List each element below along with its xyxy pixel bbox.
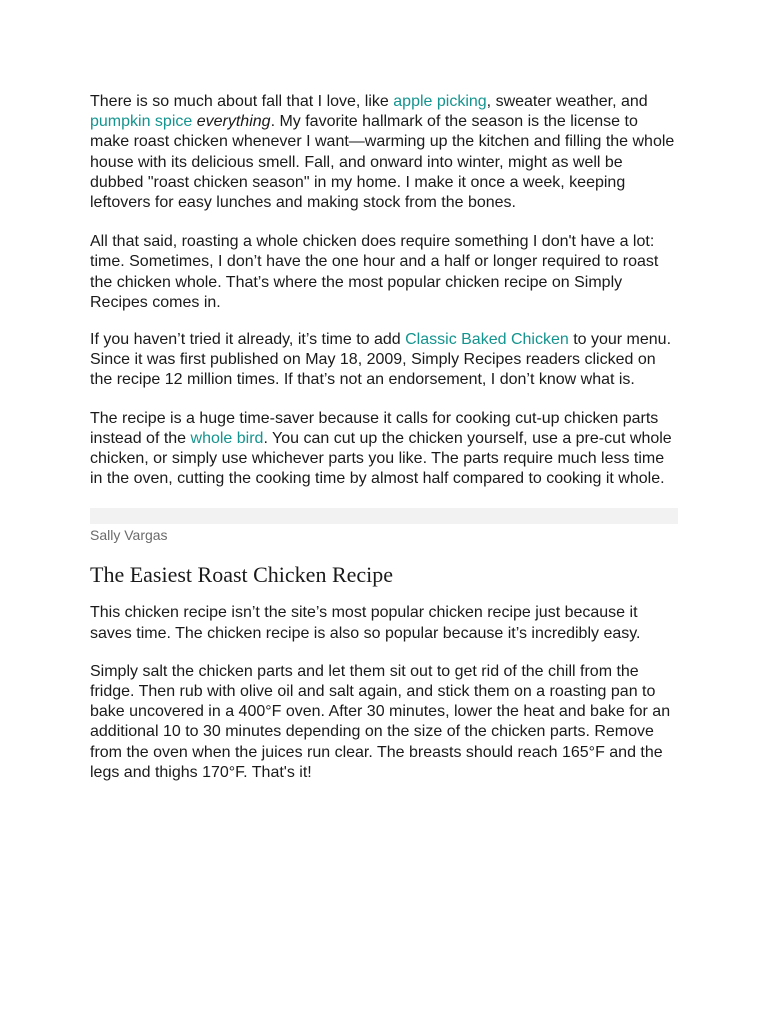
text-run: . You can cut up the chicken yourself, use a pre-cut whole chicken, or simply use whichever parts you like. The parts require much less time in the oven, cutting the cooking time by almost half compared to cooking it whole.	[90, 429, 672, 488]
paragraph-time: All that said, roasting a whole chicken does require something I don't have a lot: time. Sometimes, I don’t have the one hour and a half or longer required to roast the chicken whole. That’s where the most popular chicken recipe on Simply Recipes comes in.	[90, 233, 659, 311]
image-caption: Sally Vargas	[90, 527, 168, 544]
text-run: . My favorite hallmark of the season is the license to make roast chicken whenever I want—warming up the kitchen and filling the whole house with its delicious smell. Fall, and onward into winter, might as well be dubbed "roast chicken season" in my home. I make it once a week, keeping leftovers for easy lunches and making stock from the bones.	[90, 113, 675, 212]
paragraph-intro	[90, 92, 678, 213]
classic-baked-chicken-link[interactable]: Classic Baked Chicken	[405, 331, 569, 349]
emphasis-everything: everything	[196, 113, 271, 131]
article-image	[90, 508, 678, 524]
paragraph-classic-baked-chicken	[90, 330, 678, 391]
text-run: The recipe is a huge time-saver because it calls for cooking cut-up chicken parts instead of the	[90, 409, 659, 447]
paragraph-easy: This chicken recipe isn’t the site’s most popular chicken recipe just because it saves time. The chicken recipe is also so popular because it’s incredibly easy.	[90, 604, 641, 642]
pumpkin-spice-link[interactable]: pumpkin spice	[90, 113, 193, 131]
text-run: to your menu. Since it was first published on May 18, 2009, Simply Recipes readers clicked on the recipe 12 million times. If that’s not an endorsement, I don’t know what is.	[90, 331, 672, 389]
paragraph-method: Simply salt the chicken parts and let them sit out to get rid of the chill from the fridge. Then rub with olive oil and salt again, and stick them on a roasting pan to bake uncovered in a 400°F oven. After 30 minutes, lower the heat and bake for an additional 10 to 30 minutes depending on the size of the chicken parts. Remove from the oven when the juices run clear. The breasts should reach 165°F and the legs and thighs 170°F. That's it!	[90, 662, 671, 781]
text-run: There is so much about fall that I love, like	[90, 93, 394, 110]
apple-picking-link[interactable]: apple picking	[393, 93, 487, 110]
whole-bird-link[interactable]: whole bird	[190, 429, 264, 447]
text-run: , sweater weather, and	[486, 93, 648, 110]
paragraph-time-saver	[90, 409, 678, 490]
text-run: If you haven’t tried it already, it’s time to add	[90, 331, 406, 349]
article-body	[90, 92, 678, 783]
section-heading: The Easiest Roast Chicken Recipe	[90, 562, 394, 588]
